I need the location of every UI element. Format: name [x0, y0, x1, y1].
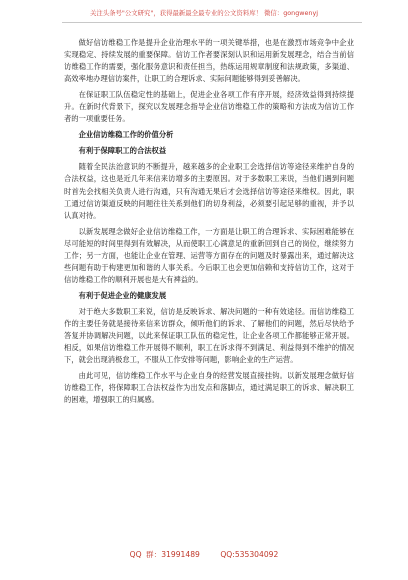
- subsection-title: 有利于保障职工的合法权益: [78, 146, 167, 156]
- footer-qq-group: QQ 群：31991489: [129, 550, 200, 559]
- document-body: [64, 37, 354, 410]
- paragraph: 由此可见，信访维稳工作水平与企业自身的经营发展直接挂钩。以新发展理念做好信访维稳工作，将保障职工合法权益作为出发点和落脚点，通过满足职工的诉求、解决职工的困难，增强职工的归属感。: [64, 371, 354, 405]
- paragraph: 随着全民法治意识的不断提升，越来越多的企业职工会选择信访等途径来维护自身的合法权益，这也是近几年来信来访增多的主要原因。对于多数职工来说，当他们遇到问题时首先会找相关负责人进行沟通，只有沟通无果后才会选择信访等途径来维权。因此，职工通过信访渠道反映的问题往往关系到他们的切身利益，必须要引起足够的重视，并予以认真对待。: [64, 162, 354, 220]
- paragraph: 在保证职工队伍稳定性的基础上，促进企业各项工作有序开展，经济效益得到持续提升。在新时代背景下，探究以发展理念指导企业信访维稳工作的策略和方法成为信访工作者的一项重要任务。: [64, 90, 354, 124]
- paragraph: 以新发展理念做好企业信访维稳工作，一方面是让职工的合理诉求、实际困难能够在尽可能短的时间里得到有效解决，从而使职工心满意足的重新回到自己的岗位，继续努力工作；另一方面，也能让企业在管理、运营等方面存在的问题及时暴露出来，通过解决这些问题有助于构建更加和谐的人事关系。今后职工也会更加信赖和支持信访工作，这对于信访维稳工作的顺利开展也是大有裨益的。: [64, 226, 354, 284]
- subsection-title: 有利于促进企业的健康发展: [78, 290, 167, 300]
- page-footer: [0, 549, 408, 560]
- paragraph: 对于绝大多数职工来说，信访是反映诉求、解决问题的一种有效途径。而信访维稳工作的主要任务就是接待来信来访群众，倾听他们的诉求、了解他们的问题，然后尽快给予答复并协调解决问题，以此来保证职工队伍的稳定性，让企业各项工作都能够正常开展。相反，如果信访维稳工作开展得不顺利，职工在诉求得不到满足、利益得到不维护的情况下，就会出现消极怠工，不服从工作安排等问题，影响企业的生产运营。: [64, 306, 354, 365]
- footer-qq-number: QQ:535304092: [220, 550, 279, 559]
- page-header: 关注头条号"公文研究"，获得最新最全最专业的公文资料库！ 微信：gongwenyj: [89, 9, 319, 17]
- header-divider: [62, 22, 362, 23]
- paragraph: 做好信访维稳工作是提升企业治理水平的一项关键举措，也是在激烈市场竞争中企业实现稳定、持续发展的重要保障。信访工作者要深刻认识和运用新发展理念，结合当前信访维稳工作的需要，强化服务意识和责任担当，热练运用规章制度和法规政策，多渠道、高效率地办理信访案件，让职工的合理诉求、实际问题能够得到妥善解决。: [64, 38, 354, 84]
- section-title: 企业信访维稳工作的价值分析: [78, 130, 174, 140]
